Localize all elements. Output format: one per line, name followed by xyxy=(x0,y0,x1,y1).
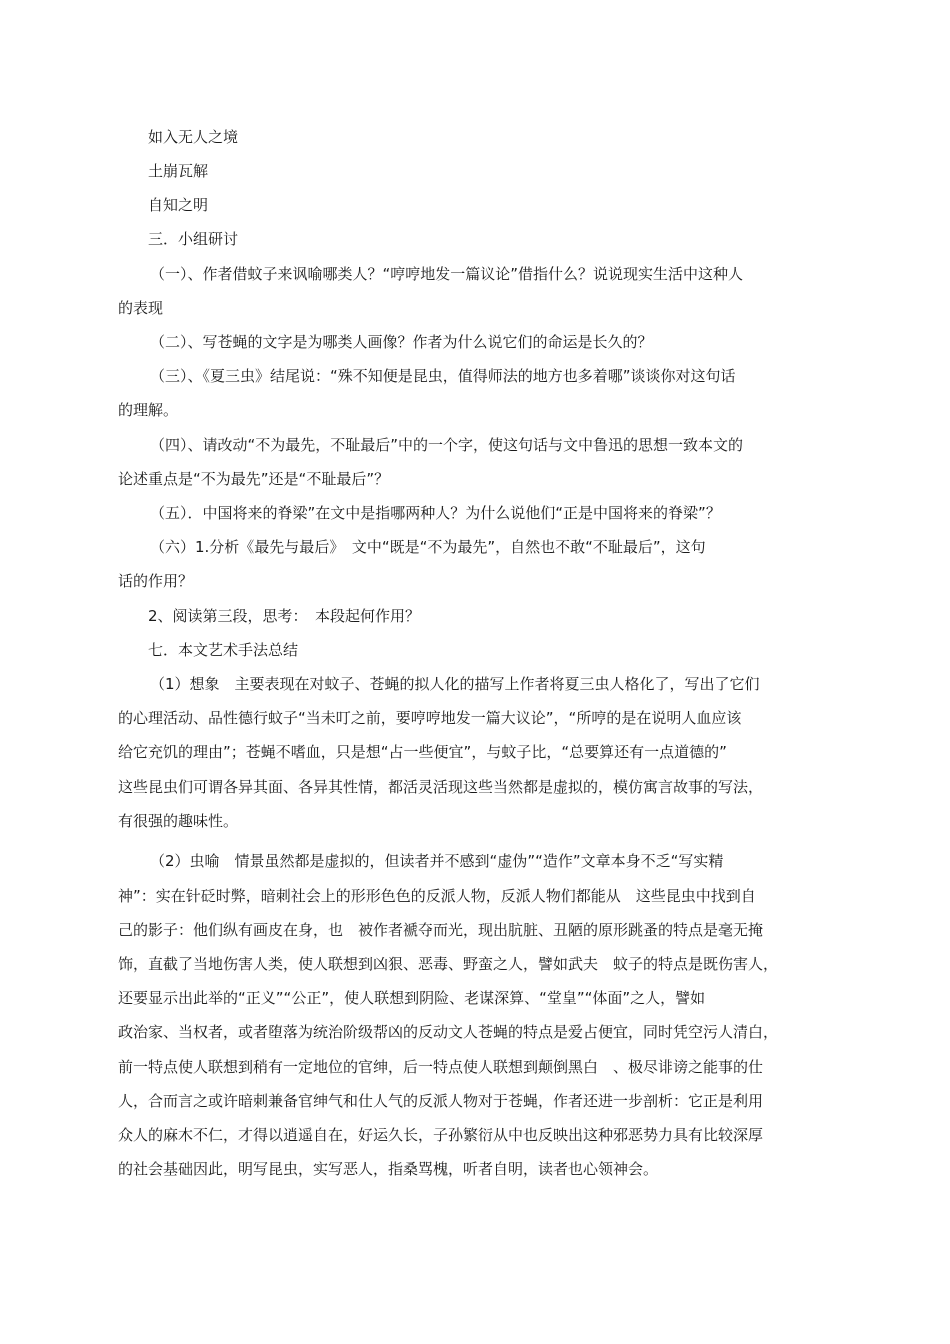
question-3-line-1: （三）、《夏三虫》结尾说：“殊不知便是昆虫，值得师法的地方也多着哪”谈谈你对这句话 xyxy=(150,367,736,385)
question-1-line-2: 的表现 xyxy=(118,299,164,317)
question-6-line-2: 话的作用？ xyxy=(118,572,194,590)
idiom-line-3: 自知之明 xyxy=(148,196,209,214)
technique-1-line-3: 给它充饥的理由”；苍蝇不嗜血，只是想“占一些便宜”，与蚊子比，“总要算还有一点道德的” xyxy=(118,743,727,761)
technique-1-line-5: 有很强的趣味性。 xyxy=(118,812,239,830)
idiom-line-1: 如入无人之境 xyxy=(148,128,239,146)
section-heading-7: 七．本文艺术手法总结 xyxy=(148,641,299,659)
question-1-line-1: （一）、作者借蚊子来讽喻哪类人？“哼哼地发一篇议论”借指什么？说说现实生活中这种人 xyxy=(150,265,744,283)
idiom-line-2: 土崩瓦解 xyxy=(148,162,209,180)
technique-1-line-2: 的心理活动、品性德行蚊子“当未叮之前，要哼哼地发一篇大议论”，“所哼的是在说明人血应该 xyxy=(118,709,742,727)
technique-2-line-6: 政治家、当权者，或者堕落为统治阶级帮凶的反动文人苍蝇的特点是爱占便宜，同时凭空污人清白， xyxy=(118,1023,779,1041)
technique-2-line-9: 众人的麻木不仁，才得以逍遥自在，好运久长，子孙繁衍从中也反映出这种邪恶势力具有比较深厚 xyxy=(118,1126,764,1144)
question-6-line-1: （六）1.分析《最先与最后》 文中“既是“不为最先”，自然也不敢“不耻最后”，这句 xyxy=(150,538,706,556)
question-3-line-2: 的理解。 xyxy=(118,401,179,419)
section-heading-3: 三．小组研讨 xyxy=(148,230,239,248)
technique-2-line-5: 还要显示出此举的“正义”“公正”，使人联想到阴险、老谋深算、“堂皇”“体面”之人，譬如 xyxy=(118,989,706,1007)
technique-1-line-4: 这些昆虫们可谓各异其面、各异其性情，都活灵活现这些当然都是虚拟的，模仿寓言故事的写法， xyxy=(118,778,764,796)
technique-2-line-3: 己的影子：他们纵有画皮在身，也 被作者褫夺而光，现出肮脏、丑陋的原形跳蚤的特点是毫无掩 xyxy=(118,921,764,939)
question-2: （二）、写苍蝇的文字是为哪类人画像？作者为什么说它们的命运是长久的？ xyxy=(150,333,653,351)
question-4-line-1: （四）、请改动“不为最先，不耻最后”中的一个字，使这句话与文中鲁迅的思想一致本文的 xyxy=(150,436,744,454)
question-5: （五）．中国将来的脊梁”在文中是指哪两种人？为什么说他们“正是中国将来的脊梁”？ xyxy=(150,504,721,522)
technique-2-line-4: 饰，直截了当地伤害人类，使人联想到凶狠、恶毒、野蛮之人，譬如武夫 蚊子的特点是既伤害人， xyxy=(118,955,779,973)
technique-2-line-7: 前一特点使人联想到稍有一定地位的官绅，后一特点使人联想到颠倒黑白 、极尽诽谤之能事的仕 xyxy=(118,1058,764,1076)
technique-2-line-10: 的社会基础因此，明写昆虫，实写恶人，指桑骂槐，听者自明，读者也心领神会。 xyxy=(118,1160,659,1178)
technique-2-line-8: 人，合而言之或许暗刺兼备官绅气和仕人气的反派人物对于苍蝇，作者还进一步剖析：它正是利用 xyxy=(118,1092,764,1110)
technique-2-line-1: （2）虫喻 情景虽然都是虚拟的，但读者并不感到“虚伪”“造作”文章本身不乏“写实精 xyxy=(150,852,724,870)
reading-task: 2、阅读第三段，思考： 本段起何作用？ xyxy=(148,607,421,625)
technique-1-line-1: （1）想象 主要表现在对蚊子、苍蝇的拟人化的描写上作者将夏三虫人格化了，写出了它们 xyxy=(150,675,760,693)
technique-2-line-2: 神”：实在针砭时弊，暗刺社会上的形形色色的反派人物，反派人物们都能从 这些昆虫中找到自 xyxy=(118,887,756,905)
question-4-line-2: 论述重点是“不为最先”还是“不耻最后”？ xyxy=(118,470,390,488)
